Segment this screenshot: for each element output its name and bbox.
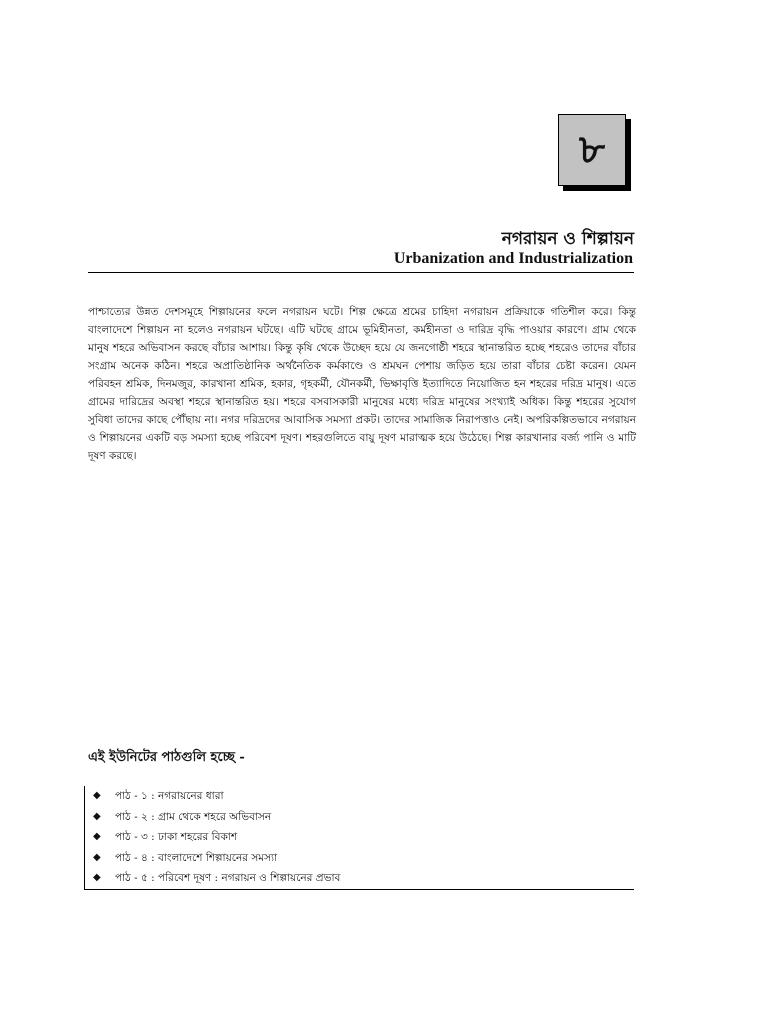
lesson-item xyxy=(85,827,634,848)
diamond-bullet-icon: ◆ xyxy=(93,851,101,863)
diamond-bullet-icon: ◆ xyxy=(93,872,101,883)
lesson-label: পাঠ - ২ : গ্রাম থেকে শহরে অভিবাসন xyxy=(115,810,272,823)
intro-paragraph: পাশ্চাত্যের উন্নত দেশসমূহে শিল্পায়নের ফলে নগরায়ন ঘটে। শিল্প ক্ষেত্রে শ্রমের চাহিদা নগরায়ন প্রক্রিয়াকে গতিশীল করে। কিন্তু বাংলাদেশে শিল্পায়ন না হলেও নগরায়ন ঘটছে। এটি ঘটছে গ্রামে ভূমিহীনতা, কর্মহীনতা ও দারিদ্র বৃদ্ধি পাওয়ার কারণে। গ্রাম থেকে মানুষ শহরে অভিবাসন করছে বাঁচার আশায়। কিন্তু কৃষি থেকে উচ্ছেদ হয়ে যে জনগোষ্ঠী শহরে স্থানান্তরিত হচ্ছে শহরেও তাদের বাঁচার সংগ্রাম অনেক কঠিন। শহরে অপ্রাতিষ্ঠানিক অর্থনৈতিক কর্মকাণ্ডে ও শ্রমঘন পেশায় জড়িত হয়ে তারা বাঁচার চেষ্টা করেন। যেমন পরিবহন শ্রমিক, দিনমজুর, কারখানা শ্রমিক, হকার, গৃহকর্মী, যৌনকর্মী, ভিক্ষাবৃত্তি ইত্যাদিতে নিয়োজিত হন শহরের দরিদ্র মানুষ। এতে গ্রামের দারিদ্রের অবস্থা শহরে স্থানান্তরিত হয়। শহরে বসবাসকারী মানুষের মধ্যে দরিদ্র মানুষের সংখ্যাই অধিক। কিন্তু শহরের সুযোগ সুবিধা তাদের কাছে পৌঁছায় না। নগর দরিদ্রদের আবাসিক সমস্যা প্রকট। তাদের সামাজিক নিরাপত্তাও নেই। অপরিকল্পিতভাবে নগরায়ন ও শিল্পায়নের একটি বড় সমস্যা হচ্ছে পরিবেশ দূষণ। শহরগুলিতে বায়ু দূষণ মারাত্মক হয়ে উঠেছে। শিল্প কারখানার বর্জ্য পানি ও মাটি দূষণ করছে। xyxy=(88,305,636,463)
lesson-label: পাঠ - ১ : নগরায়নের ধারা xyxy=(115,790,224,802)
lesson-item xyxy=(85,807,634,828)
diamond-bullet-icon: ◆ xyxy=(93,810,101,822)
chapter-number: ৮ xyxy=(579,126,605,173)
lesson-label: পাঠ - ৩ : ঢাকা শহরের বিকাশ xyxy=(115,831,238,843)
lesson-item xyxy=(85,868,634,889)
chapter-number-box xyxy=(558,114,626,186)
lesson-item xyxy=(85,848,634,869)
lesson-label: পাঠ - ৫ : পরিবেশ দূষণ : নগরায়ন ও শিল্পায়নের প্রভাব xyxy=(115,872,341,884)
diamond-bullet-icon: ◆ xyxy=(93,831,101,842)
diamond-bullet-icon: ◆ xyxy=(93,790,101,801)
lesson-item xyxy=(85,786,634,807)
chapter-title-english: Urbanization and Industrialization xyxy=(393,250,633,267)
lessons-heading: এই ইউনিটের পাঠগুলি হচ্ছে - xyxy=(88,750,245,765)
lessons-list xyxy=(84,786,634,890)
lesson-label: পাঠ - ৪ : বাংলাদেশে শিল্পায়নের সমস্যা xyxy=(115,851,278,864)
chapter-title-bengali: নগরায়ন ও শিল্পায়ন xyxy=(501,229,634,249)
title-divider xyxy=(88,272,634,273)
